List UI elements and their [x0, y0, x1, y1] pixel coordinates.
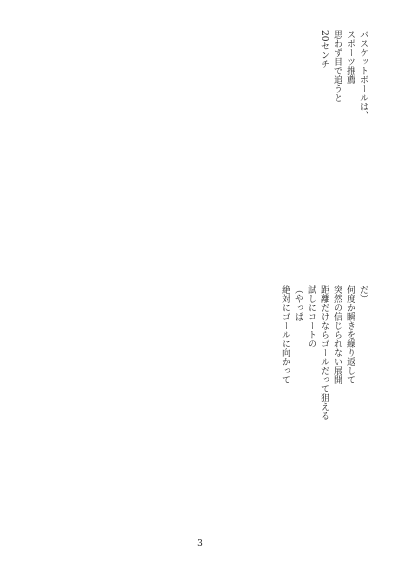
text-column: 思わず目で追うと	[332, 30, 342, 102]
text-column: 突然の信じられない展開	[332, 285, 342, 384]
text-column: 何度か瞬きを繰り返して	[345, 285, 355, 384]
text-column: スポーツ推薦	[345, 30, 355, 84]
text-column: 絶対にゴールに向かって	[280, 285, 290, 384]
text-block-bottom	[40, 285, 368, 525]
text-column: 20センチ	[319, 30, 329, 69]
text-column: （やっぱ	[293, 285, 303, 321]
text-column: 試しにコートの	[306, 285, 316, 348]
page-number: 3	[197, 539, 203, 549]
text-column: 距離だけならゴールだって狙える	[319, 285, 329, 420]
text-block-top	[40, 30, 368, 270]
text-column: バスケットボールは、	[358, 30, 368, 120]
text-column: だ）	[358, 285, 368, 303]
